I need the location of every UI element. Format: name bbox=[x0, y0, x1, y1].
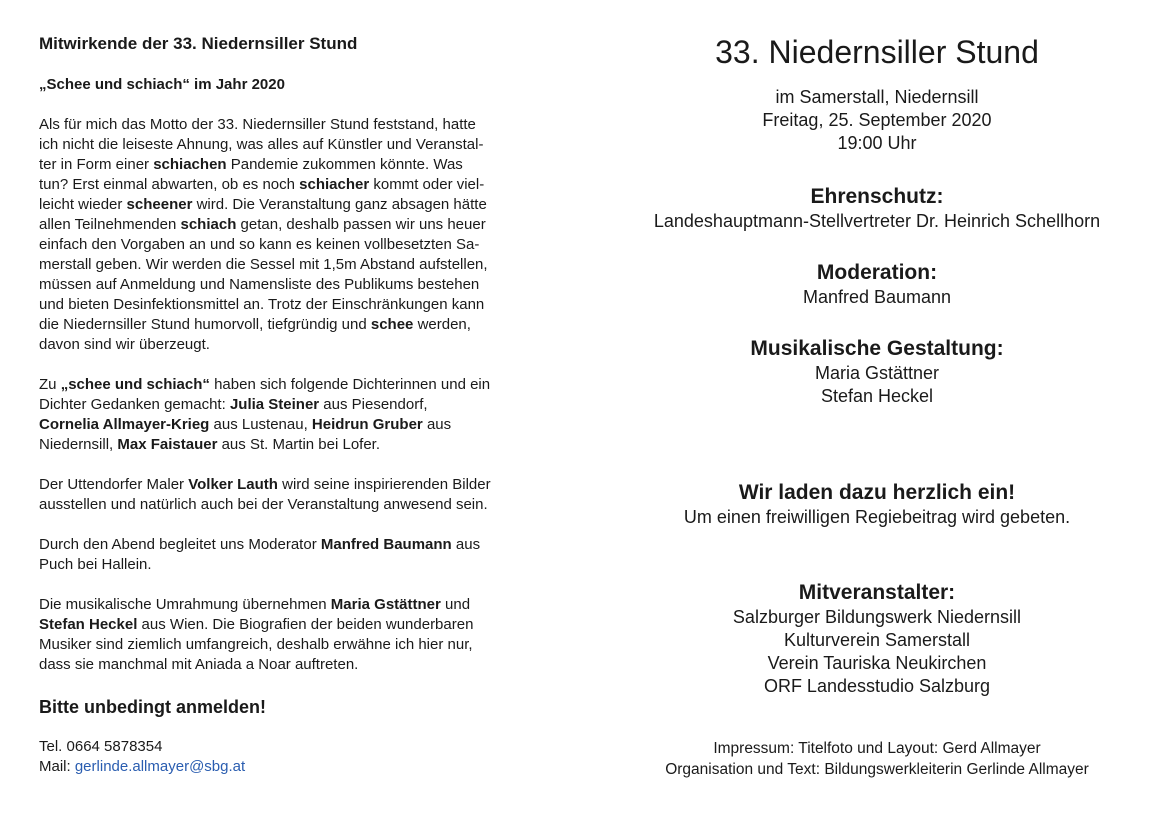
musik-section bbox=[585, 335, 1169, 408]
text-line: davon sind wir überzeugt. bbox=[39, 336, 210, 353]
text-segment: die Niedernsiller Stund humorvoll, tiefgründig und bbox=[39, 316, 371, 333]
text-line: Musiker sind ziemlich umfangreich, deshalb erwähne ich hier nur, bbox=[39, 636, 473, 653]
text-segment: ter in Form einer bbox=[39, 156, 154, 173]
musik-label: Musikalische Gestaltung: bbox=[750, 337, 1004, 360]
musik-name: Stefan Heckel bbox=[820, 386, 934, 406]
moderator-paragraph bbox=[39, 535, 549, 575]
text-line bbox=[39, 375, 549, 395]
poets-paragraph bbox=[39, 375, 549, 455]
ehrenschutz-name: Landeshauptmann-Stellvertreter Dr. Heinrich Schellhorn bbox=[653, 211, 1101, 231]
text-segment: wird seine inspirierenden Bilder bbox=[277, 476, 491, 493]
text-segment: wird. Die Veranstaltung ganz absagen hätte bbox=[192, 196, 487, 213]
text-segment: aus Wien. Die Biografien der beiden wunderbaren bbox=[137, 616, 474, 633]
text-segment: und bbox=[440, 596, 471, 613]
impressum-line: Organisation und Text: Bildungswerkleiterin Gerlinde Allmayer bbox=[665, 761, 1089, 778]
text-segment: Niedernsill, bbox=[39, 436, 118, 453]
text-line: dass sie manchmal mit Aniada a Noar auftreten. bbox=[39, 656, 359, 673]
text-segment: aus Piesendorf, bbox=[319, 396, 428, 413]
ehrenschutz-label: Ehrenschutz: bbox=[810, 185, 944, 208]
event-date: Freitag, 25. September 2020 bbox=[762, 110, 992, 130]
text-line bbox=[39, 595, 549, 615]
text-line: Puch bei Hallein. bbox=[39, 556, 152, 573]
mitveranstalter-item: Salzburger Bildungswerk Niedernsill bbox=[732, 607, 1022, 627]
text-line: müssen auf Anmeldung und Namensliste des Publikums bestehen bbox=[39, 276, 480, 293]
mitveranstalter-item: ORF Landesstudio Salzburg bbox=[763, 676, 991, 696]
mitveranstalter-section bbox=[585, 579, 1169, 698]
musik-name: Maria Gstättner bbox=[814, 363, 940, 383]
registration-callout: Bitte unbedingt anmelden! bbox=[39, 697, 266, 717]
text-segment: aus bbox=[451, 536, 481, 553]
bold-text: Max Faistauer bbox=[117, 436, 218, 453]
mail-label: Mail: bbox=[39, 758, 75, 775]
painter-paragraph bbox=[39, 475, 549, 515]
text-line bbox=[39, 195, 549, 215]
text-segment: aus bbox=[422, 416, 452, 433]
text-line bbox=[39, 315, 549, 335]
left-heading: Mitwirkende der 33. Niedernsiller Stund bbox=[39, 34, 358, 53]
bold-text: Cornelia Allmayer-Krieg bbox=[39, 416, 210, 433]
text-line bbox=[39, 415, 549, 435]
bold-text: „schee und schiach“ bbox=[60, 376, 210, 393]
bold-text: Maria Gstättner bbox=[330, 596, 441, 613]
ehrenschutz-section bbox=[585, 183, 1169, 233]
bold-text: schiach bbox=[180, 216, 237, 233]
text-segment: Die musikalische Umrahmung übernehmen bbox=[39, 596, 331, 613]
bold-text: schee bbox=[370, 316, 414, 333]
bold-text: Volker Lauth bbox=[188, 476, 278, 493]
text-line bbox=[39, 535, 549, 555]
text-line: ich nicht die leiseste Ahnung, was alles auf Künstler und Veranstal- bbox=[39, 136, 484, 153]
text-segment: Zu bbox=[39, 376, 61, 393]
text-segment: leicht wieder bbox=[39, 196, 127, 213]
bold-text: Julia Steiner bbox=[229, 396, 320, 413]
text-segment: allen Teilnehmenden bbox=[39, 216, 181, 233]
text-segment: werden, bbox=[413, 316, 471, 333]
bold-text: Manfred Baumann bbox=[320, 536, 452, 553]
text-line bbox=[39, 215, 549, 235]
text-segment: Durch den Abend begleitet uns Moderator bbox=[39, 536, 321, 553]
event-venue: im Samerstall, Niedernsill bbox=[775, 87, 979, 107]
text-line bbox=[39, 435, 549, 455]
right-column bbox=[585, 33, 1169, 780]
text-line: merstall geben. Wir werden die Sessel mit 1,5m Abstand aufstellen, bbox=[39, 256, 488, 273]
invitation-section bbox=[585, 479, 1169, 529]
text-segment: kommt oder viel- bbox=[369, 176, 485, 193]
text-segment: tun? Erst einmal abwarten, ob es noch bbox=[39, 176, 300, 193]
text-segment: aus Lustenau, bbox=[209, 416, 312, 433]
bold-text: schiacher bbox=[299, 176, 370, 193]
event-time: 19:00 Uhr bbox=[837, 133, 917, 153]
music-paragraph bbox=[39, 595, 549, 675]
intro-paragraph bbox=[39, 115, 549, 355]
text-segment: aus St. Martin bei Lofer. bbox=[217, 436, 381, 453]
text-line bbox=[39, 155, 549, 175]
text-line bbox=[39, 175, 549, 195]
mitveranstalter-item: Verein Tauriska Neukirchen bbox=[767, 653, 987, 673]
phone-number: Tel. 0664 5878354 bbox=[39, 738, 163, 755]
invitation-text: Wir laden dazu herzlich ein! bbox=[738, 481, 1016, 504]
bold-text: scheener bbox=[126, 196, 193, 213]
mail-line bbox=[39, 757, 549, 777]
text-segment: Der Uttendorfer Maler bbox=[39, 476, 189, 493]
text-line bbox=[39, 615, 549, 635]
motto-subheading: „Schee und schiach“ im Jahr 2020 bbox=[39, 76, 285, 93]
text-line: ausstellen und natürlich auch bei der Veranstaltung anwesend sein. bbox=[39, 496, 488, 513]
text-segment: Dichter Gedanken gemacht: bbox=[39, 396, 230, 413]
donation-note: Um einen freiwilligen Regiebeitrag wird gebeten. bbox=[683, 507, 1071, 527]
text-line bbox=[39, 395, 549, 415]
moderation-label: Moderation: bbox=[816, 261, 938, 284]
mitveranstalter-item: Kulturverein Samerstall bbox=[783, 630, 971, 650]
text-line bbox=[39, 475, 549, 495]
text-segment: haben sich folgende Dichterinnen und ein bbox=[209, 376, 491, 393]
impressum-section bbox=[585, 738, 1169, 780]
moderation-section bbox=[585, 259, 1169, 309]
event-title: 33. Niedernsiller Stund bbox=[715, 34, 1039, 70]
moderation-name: Manfred Baumann bbox=[802, 287, 952, 307]
impressum-line: Impressum: Titelfoto und Layout: Gerd Allmayer bbox=[713, 740, 1041, 757]
text-segment: Pandemie zukommen könnte. Was bbox=[226, 156, 463, 173]
bold-text: Heidrun Gruber bbox=[311, 416, 423, 433]
left-column bbox=[39, 33, 549, 777]
text-segment: getan, deshalb passen wir uns heuer bbox=[236, 216, 486, 233]
text-line: Als für mich das Motto der 33. Niedernsiller Stund feststand, hatte bbox=[39, 116, 476, 133]
mitveranstalter-label: Mitveranstalter: bbox=[798, 581, 956, 604]
bold-text: schiachen bbox=[153, 156, 227, 173]
event-details bbox=[585, 86, 1169, 155]
text-line: einfach den Vorgaben an und so kann es keinen vollbesetzten Sa- bbox=[39, 236, 480, 253]
contact-block bbox=[39, 737, 549, 777]
text-line: und bieten Desinfektionsmittel an. Trotz der Einschränkungen kann bbox=[39, 296, 485, 313]
bold-text: Stefan Heckel bbox=[39, 616, 138, 633]
email-link[interactable]: gerlinde.allmayer@sbg.at bbox=[74, 758, 246, 775]
